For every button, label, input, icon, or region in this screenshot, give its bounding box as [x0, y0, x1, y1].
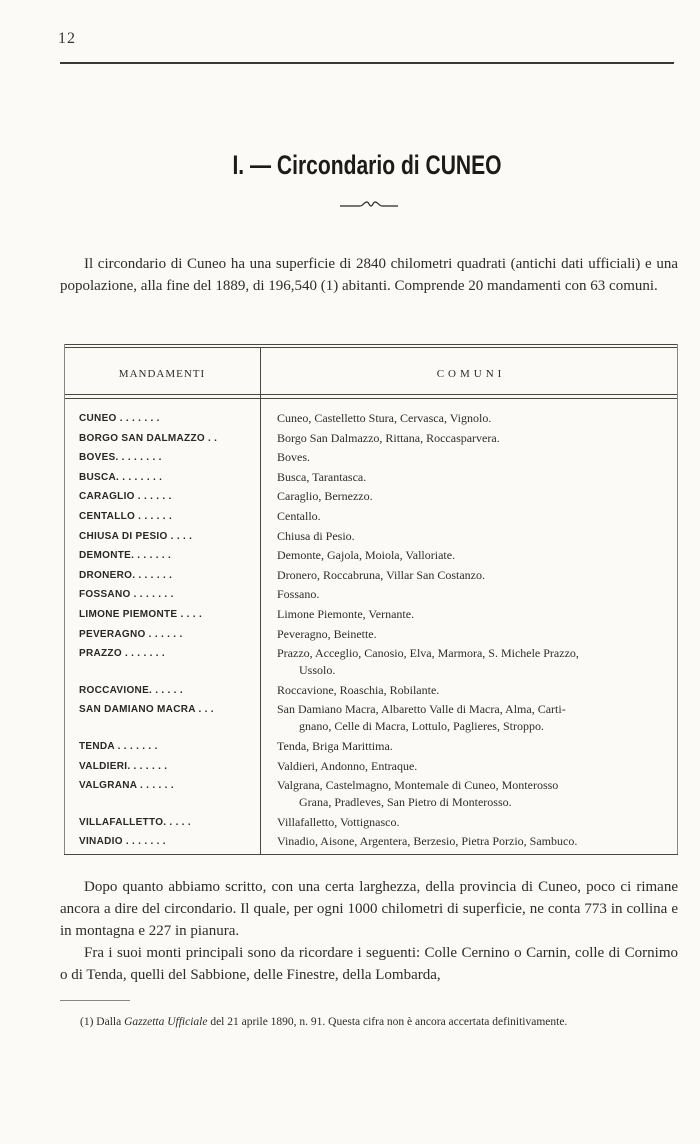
comuni-text: Valgrana, Castelmagno, Montemale di Cuneo, Monterosso [277, 778, 559, 793]
comuni-text: Dronero, Roccabruna, Villar San Costanzo. [277, 567, 486, 582]
comuni-text: Villafalletto, Vottignasco. [277, 814, 400, 829]
table-header-rule [64, 394, 678, 395]
table-row [64, 449, 678, 466]
footnote-prefix: (1) Dalla [80, 1016, 125, 1028]
table-row [64, 626, 678, 643]
body-paragraph: Fra i suoi monti principali sono da ricordare i seguenti: Colle Cernino o Carnin, colle di Cornimo o di Tenda, quelli del Sabbione, delle Finestre, della Lombarda, [60, 945, 678, 983]
comuni-cell [246, 682, 646, 699]
comuni-cell [246, 758, 646, 775]
table-row [64, 645, 678, 679]
mandamento-cell: TENDA . . . . . . . [79, 740, 158, 752]
table-row [64, 814, 678, 831]
table-row [64, 488, 678, 505]
comuni-text: Fossano. [277, 587, 320, 602]
body-text [60, 876, 678, 986]
comuni-cell [246, 777, 646, 811]
mandamento-cell: FOSSANO . . . . . . . [79, 589, 174, 601]
comuni-text: Roccavione, Roaschia, Robilante. [277, 682, 440, 697]
mandamento-cell: PRAZZO . . . . . . . [79, 648, 166, 660]
table-row [64, 469, 678, 486]
table-row [64, 547, 678, 564]
mandamento-cell: LIMONE PIEMONTE . . . . [79, 608, 203, 620]
comuni-cell [246, 528, 646, 545]
header-mandamenti: MANDAMENTI [118, 368, 206, 380]
comuni-text: Vinadio, Aisone, Argentera, Berzesio, Pietra Porzio, Sambuco. [277, 834, 578, 849]
table-row [64, 777, 678, 811]
comuni-cell [246, 488, 646, 505]
comuni-text: Busca, Tarantasca. [277, 469, 367, 484]
mandamento-cell: CUNEO . . . . . . . [79, 413, 160, 424]
table-row [64, 606, 678, 623]
comuni-cell [246, 606, 646, 623]
mandamento-cell: VINADIO . . . . . . . [79, 836, 166, 848]
table-body [64, 410, 678, 853]
intro-paragraph: Il circondario di Cuneo ha una superficie di 2840 chilometri quadrati (antichi dati ufficiali) e una popolazione, alla fine del 1889, di 196,540 (1) abitanti. Comprende 20 mandamenti con 63 comuni. [60, 256, 678, 294]
comuni-text: Valdieri, Andonno, Entraque. [277, 758, 418, 773]
comuni-text-continued: gnano, Celle di Macra, Lottulo, Paglieres, Stroppo. [299, 719, 544, 734]
mandamento-cell: VILLAFALLETTO. . . . . [79, 816, 191, 828]
comuni-cell [246, 586, 646, 603]
mandamento-cell: CHIUSA DI PESIO . . . . [79, 530, 193, 542]
comuni-cell [246, 626, 646, 643]
footnote-rule [60, 1000, 130, 1001]
comuni-text: Borgo San Dalmazzo, Rittana, Roccasparvera. [277, 430, 500, 445]
mandamento-cell: ROCCAVIONE. . . . . . [79, 684, 183, 696]
table-row [64, 701, 678, 735]
mandamento-cell: BORGO SAN DALMAZZO . . [79, 432, 218, 444]
comuni-cell [246, 833, 646, 850]
comuni-cell [246, 410, 646, 427]
comuni-text: San Damiano Macra, Albaretto Valle di Macra, Alma, Carti- [277, 702, 566, 717]
comuni-text: Tenda, Briga Marittima. [277, 738, 393, 753]
table-top-rule [64, 344, 678, 345]
table-header-rule-inner [64, 398, 678, 399]
comuni-cell [246, 567, 646, 584]
comuni-text-continued: Grana, Pradleves, San Pietro di Monterosso. [299, 795, 512, 810]
mandamento-cell: CENTALLO . . . . . . [79, 510, 173, 522]
comuni-cell [246, 814, 646, 831]
comuni-cell [246, 701, 646, 735]
comuni-text: Limone Piemonte, Vernante. [277, 606, 415, 621]
mandamento-cell: PEVERAGNO . . . . . . [79, 628, 183, 640]
header-comuni: COMUNI [436, 368, 506, 380]
comuni-text: Cuneo, Castelletto Stura, Cervasca, Vignolo. [277, 411, 492, 425]
page-number: 12 [58, 30, 76, 47]
mandamento-cell: DEMONTE. . . . . . . [79, 550, 172, 562]
table-row [64, 738, 678, 755]
mandamento-cell: VALDIERI. . . . . . . [79, 760, 168, 772]
mandamento-cell: CARAGLIO . . . . . . [79, 491, 172, 503]
table-row [64, 430, 678, 447]
footnote-source: Gazzetta Ufficiale [124, 1016, 208, 1028]
table-row [64, 410, 678, 427]
table-bottom-rule [64, 854, 678, 855]
table-row [64, 682, 678, 699]
mandamenti-table [64, 344, 678, 860]
comuni-cell [246, 547, 646, 564]
comuni-text: Chiusa di Pesio. [277, 528, 355, 543]
comuni-text: Demonte, Gajola, Moiola, Valloriate. [277, 548, 456, 563]
comuni-text: Peveragno, Beinette. [277, 626, 377, 641]
comuni-cell [246, 645, 646, 679]
body-paragraph: Dopo quanto abbiamo scritto, con una certa larghezza, della provincia di Cuneo, poco ci rimane ancora a dire del circondario. Il quale, per ogni 1000 chilometri di superficie, ne conta 773 in collina e in montagna e 227 in pianura. [60, 879, 678, 939]
table-row [64, 528, 678, 545]
footnote-suffix: del 21 aprile 1890, n. 91. Questa cifra non è ancora accertata definitivamente. [207, 1016, 568, 1028]
header-rule [60, 62, 674, 64]
mandamento-cell: BOVES. . . . . . . . [79, 452, 162, 464]
table-top-rule-inner [64, 347, 678, 348]
comuni-text: Prazzo, Acceglio, Canosio, Elva, Marmora, S. Michele Prazzo, [277, 646, 579, 661]
table-row [64, 758, 678, 775]
comuni-cell [246, 508, 646, 525]
title-ornament [338, 198, 400, 210]
footnote [60, 1014, 678, 1031]
table-row [64, 567, 678, 584]
comuni-cell [246, 449, 646, 466]
mandamento-cell: VALGRANA . . . . . . [79, 780, 174, 792]
comuni-cell [246, 738, 646, 755]
comuni-text-continued: Ussolo. [299, 663, 336, 678]
mandamento-cell: DRONERO. . . . . . . [79, 569, 173, 581]
comuni-cell [246, 430, 646, 447]
comuni-text: Centallo. [277, 508, 321, 523]
mandamento-cell: BUSCA. . . . . . . . [79, 471, 163, 483]
comuni-cell [246, 469, 646, 486]
table-row [64, 833, 678, 850]
comuni-text: Boves. [277, 450, 310, 465]
mandamento-cell: SAN DAMIANO MACRA . . . [79, 704, 214, 716]
table-row [64, 508, 678, 525]
table-row [64, 586, 678, 603]
chapter-title: I. — Circondario di CUNEO [232, 150, 502, 180]
comuni-text: Caraglio, Bernezzo. [277, 489, 373, 504]
